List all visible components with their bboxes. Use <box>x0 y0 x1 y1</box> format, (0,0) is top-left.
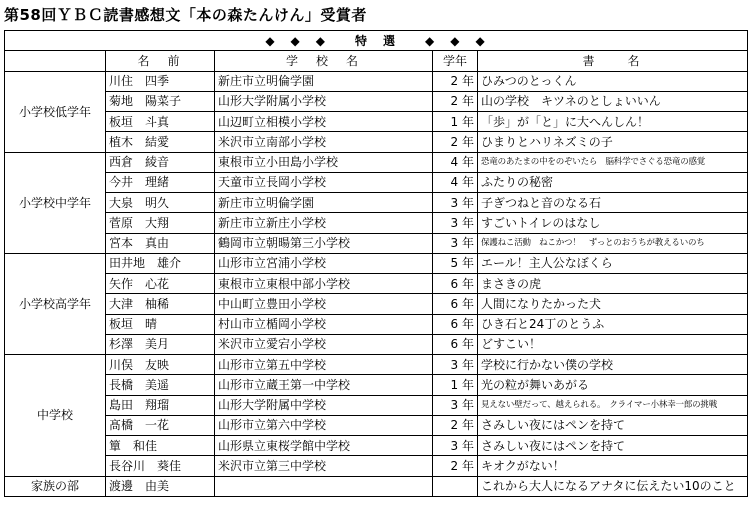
table-row <box>5 253 748 273</box>
grade-cell: 2 年 <box>433 71 478 91</box>
grade-cell: 6 年 <box>433 334 478 354</box>
name-cell: 簞 和佳 <box>106 436 215 456</box>
book-cell: これから大人になるアナタに伝えたい10のこと <box>478 476 748 496</box>
table-row <box>5 476 748 496</box>
table-row <box>5 314 748 334</box>
grade-cell: 2 年 <box>433 132 478 152</box>
grade-cell: 6 年 <box>433 274 478 294</box>
name-cell: 島田 翔瑠 <box>106 395 215 415</box>
banner: ◆ ◆ ◆ 特 選 ◆ ◆ ◆ <box>5 31 748 51</box>
school-cell: 山形市立宮浦小学校 <box>215 253 433 273</box>
table-row <box>5 456 748 476</box>
school-cell: 山辺町立相模小学校 <box>215 112 433 132</box>
name-cell: 西倉 綾音 <box>106 152 215 172</box>
table-row <box>5 355 748 375</box>
table-row <box>5 91 748 111</box>
name-cell: 矢作 心花 <box>106 274 215 294</box>
table-row <box>5 71 748 91</box>
name-cell: 川住 四季 <box>106 71 215 91</box>
table-row <box>5 274 748 294</box>
grade-cell: 6 年 <box>433 314 478 334</box>
book-cell: さみしい夜にはペンを持て <box>478 415 748 435</box>
school-cell: 新庄市立新庄小学校 <box>215 213 433 233</box>
grade-cell: 3 年 <box>433 213 478 233</box>
table-row <box>5 193 748 213</box>
name-cell: 大泉 明久 <box>106 193 215 213</box>
header-grade: 学年 <box>433 51 478 71</box>
book-cell: 恐竜のあたまの中をのぞいたら 脳科学でさぐる恐竜の感覚 <box>478 152 748 172</box>
school-cell: 東根市立小田島小学校 <box>215 152 433 172</box>
book-cell: 保護ねこ活動 ねこかつ！ ずっとのおうちが教えるいのち <box>478 233 748 253</box>
book-cell: どすこい！ <box>478 334 748 354</box>
name-cell: 長橋 美遥 <box>106 375 215 395</box>
book-cell: ふたりの秘密 <box>478 172 748 192</box>
book-cell: 光の粒が舞いあがる <box>478 375 748 395</box>
school-cell: 新庄市立明倫学園 <box>215 71 433 91</box>
school-cell: 山形市立第六中学校 <box>215 415 433 435</box>
category-cell: 家族の部 <box>5 476 106 496</box>
grade-cell: 3 年 <box>433 436 478 456</box>
school-cell: 山形大学附属中学校 <box>215 395 433 415</box>
name-cell: 板垣 晴 <box>106 314 215 334</box>
page-title: 第58回ＹＢＣ読書感想文「本の森たんけん」受賞者 <box>4 6 367 24</box>
name-cell: 板垣 斗真 <box>106 112 215 132</box>
header-row <box>5 51 748 71</box>
name-cell: 今井 理緒 <box>106 172 215 192</box>
school-cell: 鶴岡市立朝暘第三小学校 <box>215 233 433 253</box>
school-cell: 山形県立東桜学館中学校 <box>215 436 433 456</box>
book-cell: 学校に行かない僕の学校 <box>478 355 748 375</box>
table-row <box>5 395 748 415</box>
grade-cell: 1 年 <box>433 375 478 395</box>
name-cell: 渡邊 由美 <box>106 476 215 496</box>
grade-cell: 2 年 <box>433 91 478 111</box>
category-cell: 中学校 <box>5 355 106 477</box>
school-cell: 天童市立長岡小学校 <box>215 172 433 192</box>
school-cell: 村山市立楯岡小学校 <box>215 314 433 334</box>
name-cell: 菅原 大翔 <box>106 213 215 233</box>
name-cell: 植木 結愛 <box>106 132 215 152</box>
table-row <box>5 213 748 233</box>
name-cell: 菊地 陽菜子 <box>106 91 215 111</box>
name-cell: 宮本 真由 <box>106 233 215 253</box>
header-category <box>5 51 106 71</box>
table-row <box>5 233 748 253</box>
grade-cell: 4 年 <box>433 172 478 192</box>
book-cell: まさきの虎 <box>478 274 748 294</box>
school-cell: 山形市立第五中学校 <box>215 355 433 375</box>
grade-cell: 1 年 <box>433 112 478 132</box>
table-row <box>5 132 748 152</box>
grade-cell: 2 年 <box>433 415 478 435</box>
school-cell: 山形大学附属小学校 <box>215 91 433 111</box>
table-row <box>5 436 748 456</box>
table-row <box>5 375 748 395</box>
table-row <box>5 415 748 435</box>
book-cell: さみしい夜にはペンを持て <box>478 436 748 456</box>
grade-cell: 2 年 <box>433 456 478 476</box>
book-cell: 人間になりたかった犬 <box>478 294 748 314</box>
school-cell: 米沢市立南部小学校 <box>215 132 433 152</box>
category-cell: 小学校低学年 <box>5 71 106 152</box>
header-name: 名 前 <box>106 51 215 71</box>
school-cell: 東根市立東根中部小学校 <box>215 274 433 294</box>
book-cell: 山の学校 キツネのとしょいいん <box>478 91 748 111</box>
school-cell <box>215 476 433 496</box>
award-table-body <box>5 31 748 497</box>
name-cell: 田井地 雄介 <box>106 253 215 273</box>
grade-cell: 6 年 <box>433 294 478 314</box>
header-book: 書 名 <box>478 51 748 71</box>
book-cell: 子ぎつねと音のなる石 <box>478 193 748 213</box>
table-row <box>5 334 748 354</box>
header-school: 学 校 名 <box>215 51 433 71</box>
grade-cell: 5 年 <box>433 253 478 273</box>
school-cell: 中山町立豊田小学校 <box>215 294 433 314</box>
category-cell: 小学校高学年 <box>5 253 106 354</box>
grade-cell: 4 年 <box>433 152 478 172</box>
name-cell: 杉澤 美月 <box>106 334 215 354</box>
name-cell: 髙橋 一花 <box>106 415 215 435</box>
table-row <box>5 172 748 192</box>
grade-cell: 3 年 <box>433 193 478 213</box>
book-cell: ひみつのとっくん <box>478 71 748 91</box>
name-cell: 長谷川 葵佳 <box>106 456 215 476</box>
grade-cell <box>433 476 478 496</box>
school-cell: 山形市立蔵王第一中学校 <box>215 375 433 395</box>
table-row <box>5 112 748 132</box>
book-cell: ひまりとハリネズミの子 <box>478 132 748 152</box>
book-cell: ひき石と24丁のとうふ <box>478 314 748 334</box>
book-cell: 「歩」が「と」に大へんしん！ <box>478 112 748 132</box>
grade-cell: 3 年 <box>433 395 478 415</box>
school-cell: 新庄市立明倫学園 <box>215 193 433 213</box>
book-cell: キオクがない！ <box>478 456 748 476</box>
grade-cell: 3 年 <box>433 355 478 375</box>
name-cell: 大津 柚稀 <box>106 294 215 314</box>
table-row <box>5 294 748 314</box>
school-cell: 米沢市立第三中学校 <box>215 456 433 476</box>
book-cell: 見えない壁だって、越えられる。 クライマー小林幸一郎の挑戦 <box>478 395 748 415</box>
category-cell: 小学校中学年 <box>5 152 106 253</box>
name-cell: 川俣 友映 <box>106 355 215 375</box>
school-cell: 米沢市立愛宕小学校 <box>215 334 433 354</box>
book-cell: すごいトイレのはなし <box>478 213 748 233</box>
book-cell: エール！主人公なぼくら <box>478 253 748 273</box>
award-table <box>4 30 748 497</box>
table-row <box>5 152 748 172</box>
grade-cell: 3 年 <box>433 233 478 253</box>
banner-row <box>5 31 748 51</box>
